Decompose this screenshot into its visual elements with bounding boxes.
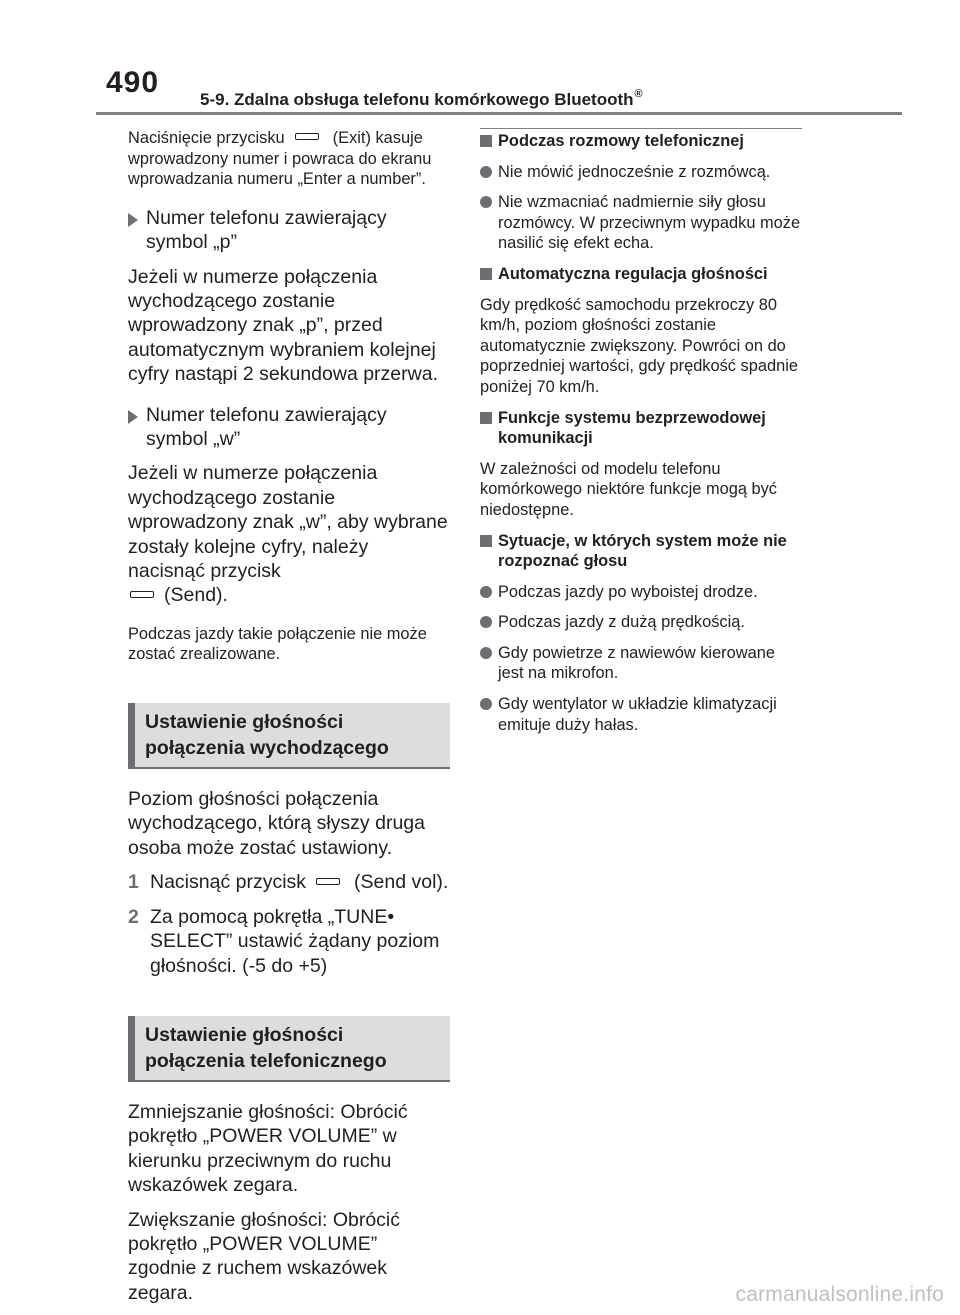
send-vol-button-icon xyxy=(316,878,340,885)
w-symbol-body xyxy=(128,461,450,607)
watermark: carmanualsonline.info xyxy=(735,1283,944,1306)
call-heading-text: Podczas rozmowy telefonicznej xyxy=(498,132,744,150)
section-outgoing-volume-title: Ustawienie głośności połączenia wychodzącego xyxy=(128,703,450,769)
wireless-text: W zależności od modelu telefonu komórkowego niektóre funkcje mogą być niedostępne. xyxy=(480,459,778,519)
list-item xyxy=(480,192,802,254)
step-1-before: Nacisnąć przycisk xyxy=(150,871,307,894)
w-symbol-title: Numer telefonu zawierający symbol „w” xyxy=(146,403,387,451)
list-item xyxy=(480,643,802,684)
round-bullet-icon xyxy=(480,586,492,598)
voice-bullet-1: Podczas jazdy po wyboistej drodze. xyxy=(498,582,758,601)
arrow-icon xyxy=(128,410,138,424)
driving-note: Podczas jazdy takie połączenie nie może zostać zrealizowane. xyxy=(128,624,427,664)
w-symbol-after-button: (Send). xyxy=(164,584,228,607)
increase-volume-text: Zwiększanie głośności: Obrócić pokrętło „POWER VOLUME” zgodnie z ruchem wskazówek zegara. xyxy=(128,1208,401,1304)
exit-note xyxy=(128,128,450,190)
auto-volume-heading xyxy=(480,264,802,285)
arrow-icon xyxy=(128,213,138,227)
right-column xyxy=(480,128,802,745)
round-bullet-icon xyxy=(480,647,492,659)
registered-mark: ® xyxy=(634,88,643,100)
step-1-number: 1 xyxy=(128,871,139,894)
call-bullet-1: Nie mówić jednocześnie z rozmówcą. xyxy=(498,162,771,181)
step-2 xyxy=(128,905,450,978)
p-symbol-heading xyxy=(128,206,450,255)
exit-note-after: (Exit) kasuje wprowadzony numer i powraca do ekranu wprowadzania numeru „Enter a number”. xyxy=(128,129,432,189)
round-bullet-icon xyxy=(480,698,492,710)
list-item xyxy=(480,612,802,633)
right-column-rule xyxy=(480,128,802,129)
list-item xyxy=(480,582,802,603)
chapter-title-text: 5-9. Zdalna obsługa telefonu komórkowego Bluetooth xyxy=(200,90,634,109)
chapter-title xyxy=(200,88,643,110)
square-bullet-icon xyxy=(480,268,492,280)
section-call-volume-title: Ustawienie głośności połączenia telefonicznego xyxy=(128,1016,450,1082)
decrease-volume-text: Zmniejszanie głośności: Obrócić pokrętło „POWER VOLUME” w kierunku przeciwnym do ruchu wskazówek zegara. xyxy=(128,1100,408,1197)
auto-volume-text: Gdy prędkość samochodu przekroczy 80 km/h, poziom głośności zostanie automatycznie zwiększony. Powróci on do poprzedniej wartości, gdy prędkość spadnie poniżej 70 km/h. xyxy=(480,295,798,396)
list-item xyxy=(480,162,802,183)
step-1-after: (Send vol). xyxy=(354,871,449,894)
square-bullet-icon xyxy=(480,412,492,424)
round-bullet-icon xyxy=(480,166,492,178)
p-symbol-body: Jeżeli w numerze połączenia wychodzącego zostanie wprowadzony znak „p”, przed automatycznym wybraniem kolejnej cyfry nastąpi 2 sekundowa przerwa. xyxy=(128,265,438,386)
exit-note-before: Naciśnięcie przycisku xyxy=(128,129,285,147)
step-1 xyxy=(128,870,450,894)
voice-bullet-2: Podczas jazdy z dużą prędkością. xyxy=(498,613,745,632)
header-rule xyxy=(96,112,902,115)
outgoing-volume-intro: Poziom głośności połączenia wychodzącego, którą słyszy druga osoba może zostać ustawiony. xyxy=(128,788,425,859)
round-bullet-icon xyxy=(480,616,492,628)
voice-heading-text: Sytuacje, w których system może nie rozpoznać głosu xyxy=(498,531,787,571)
w-symbol-body-text: Jeżeli w numerze połączenia wychodzącego zostanie wprowadzony znak „w”, aby wybrane zostały kolejne cyfry, należy nacisnąć przycisk xyxy=(128,462,448,583)
list-item xyxy=(480,694,802,735)
left-column xyxy=(128,128,450,1315)
call-heading xyxy=(480,131,802,152)
voice-heading xyxy=(480,531,802,572)
voice-bullet-4: Gdy wentylator w układzie klimatyzacji emituje duży hałas. xyxy=(498,695,777,734)
exit-button-icon xyxy=(295,133,319,140)
square-bullet-icon xyxy=(480,535,492,547)
step-2-number: 2 xyxy=(128,905,139,928)
round-bullet-icon xyxy=(480,196,492,208)
call-bullet-2: Nie wzmacniać nadmiernie siły głosu rozmówcy. W przeciwnym wypadku może nasilić się efekt echa. xyxy=(498,193,801,253)
step-2-text: Za pomocą pokrętła „TUNE• SELECT” ustawić żądany poziom głośności. (-5 do +5) xyxy=(150,905,440,977)
wireless-heading xyxy=(480,408,802,449)
auto-volume-heading-text: Automatyczna regulacja głośności xyxy=(498,264,768,283)
voice-bullet-3: Gdy powietrze z nawiewów kierowane jest na mikrofon. xyxy=(498,643,775,683)
p-symbol-title: Numer telefonu zawierający symbol „p” xyxy=(146,206,387,254)
square-bullet-icon xyxy=(480,135,492,147)
send-button-icon xyxy=(130,591,154,598)
w-symbol-heading xyxy=(128,403,450,452)
wireless-heading-text: Funkcje systemu bezprzewodowej komunikacji xyxy=(498,408,766,448)
page-number: 490 xyxy=(106,66,160,99)
